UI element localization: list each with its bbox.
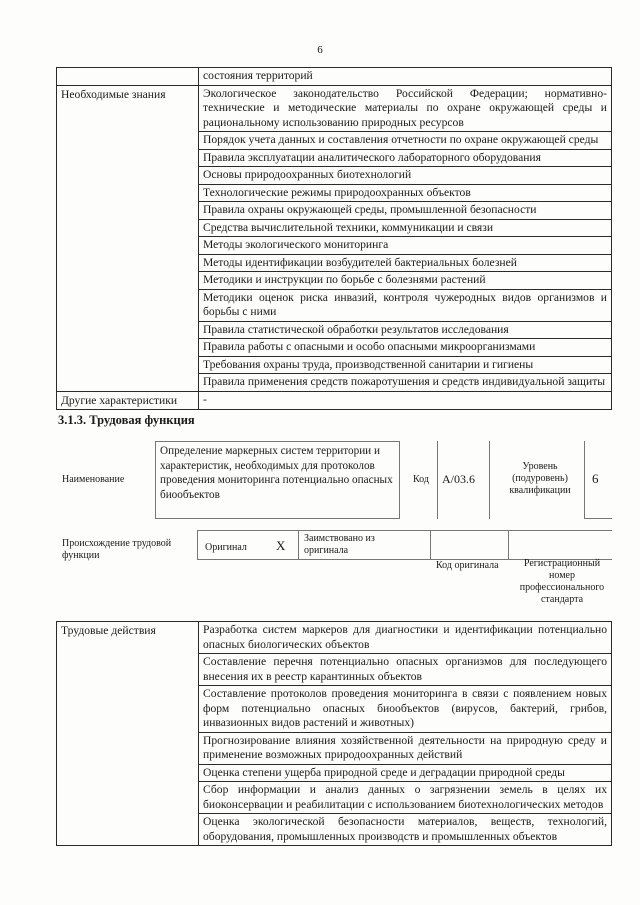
knowledge-item: Методики оценок риска инвазий, контроля чужеродных видов организмов и борьбы с ними [199, 289, 612, 321]
other-label: Другие характеристики [57, 391, 199, 410]
knowledge-item: Методы экологического мониторинга [199, 237, 612, 255]
section-title: 3.1.3. Трудовая функция [58, 413, 195, 427]
function-name: Определение маркерных систем территории и характеристик, необходимых для протоколов проведения мониторинга потенциально опасных биообъектов [155, 441, 400, 519]
divider [437, 441, 438, 519]
knowledge-item: Правила эксплуатации аналитического лабораторного оборудования [199, 149, 612, 167]
divider [197, 530, 198, 560]
original-label: Оригинал [205, 542, 247, 553]
divider [508, 530, 509, 560]
table-row [57, 85, 612, 132]
knowledge-item: Основы природоохранных биотехнологий [199, 167, 612, 185]
table-row [57, 622, 612, 654]
divider [399, 441, 400, 519]
knowledge-item: Правила статистической обработки результатов исследования [199, 321, 612, 339]
borrowed-label: Заимствовано из оригинала [304, 533, 375, 556]
other-value: - [199, 391, 612, 410]
knowledge-item: Правила охраны окружающей среды, промышленной безопасности [199, 202, 612, 220]
knowledge-item: Экологическое законодательство Российской Федерации; нормативно-технические и методические материалы по охране окружающей среды и рациональному использованию природных ресурсов [199, 85, 612, 132]
actions-table [56, 621, 612, 846]
level-value: 6 [592, 471, 599, 486]
action-item: Оценка степени ущерба природной среде и деградации природной среды [199, 764, 612, 782]
knowledge-item: Порядок учета данных и составления отчетности по охране окружающей среды [199, 132, 612, 150]
divider [489, 441, 490, 519]
knowledge-item: состояния территорий [199, 68, 612, 86]
action-item: Оценка экологической безопасности материалов, веществ, технологий, оборудования, промышленных производств и промышленных объектов [199, 814, 612, 846]
knowledge-item: Методы идентификации возбудителей бактериальных болезней [199, 254, 612, 272]
divider [430, 530, 431, 560]
level-label: Уровень (подуровень) квалификации [509, 461, 571, 496]
action-item: Сбор информации и анализ данных о загрязнении земель в целях их биоконсервации и реабилитации с использованием биотехнологических методов [199, 782, 612, 814]
knowledge-label: Необходимые знания [57, 85, 199, 391]
table-row [57, 68, 612, 86]
knowledge-item: Требования охраны труда, производственной санитарии и гигиены [199, 356, 612, 374]
knowledge-item: Правила работы с опасными и особо опасными микроорганизмами [199, 339, 612, 357]
action-item: Прогнозирование влияния хозяйственной деятельности на природную среду и применение возможных природоохранных действий [199, 732, 612, 764]
divider [584, 441, 585, 519]
origin-label: Происхождение трудовой функции [62, 538, 172, 561]
knowledge-table [56, 67, 612, 410]
code-label: Код [413, 474, 429, 485]
page-number: 6 [317, 44, 323, 56]
table-row [57, 391, 612, 410]
divider [298, 530, 299, 560]
knowledge-item: Средства вычислительной техники, коммуникации и связи [199, 219, 612, 237]
code-value: А/03.6 [442, 472, 475, 486]
action-item: Составление перечня потенциально опасных организмов для последующего внесения их в реестр карантинных объектов [199, 654, 612, 686]
action-item: Разработка систем маркеров для диагностики и идентификации потенциально опасных биологических объектов [199, 622, 612, 654]
action-item: Составление протоколов проведения мониторинга в связи с появлением новых форм потенциально опасных биообъектов (вирусов, бактерий, грибов, инвазионных видов растений и животных) [199, 686, 612, 733]
empty-cell [57, 68, 199, 86]
divider [584, 518, 612, 519]
actions-label: Трудовые действия [57, 622, 199, 846]
original-mark: X [276, 538, 286, 553]
divider [197, 530, 612, 531]
knowledge-item: Методики и инструкции по борьбе с болезнями растений [199, 272, 612, 290]
name-label: Наименование [62, 474, 125, 485]
reg-number-label: Регистрационный номер профессионального стандарта [519, 558, 605, 605]
knowledge-item: Правила применения средств пожаротушения и средств индивидуальной защиты [199, 374, 612, 392]
code-original-label: Код оригинала [436, 560, 499, 571]
knowledge-item: Технологические режимы природоохранных объектов [199, 184, 612, 202]
